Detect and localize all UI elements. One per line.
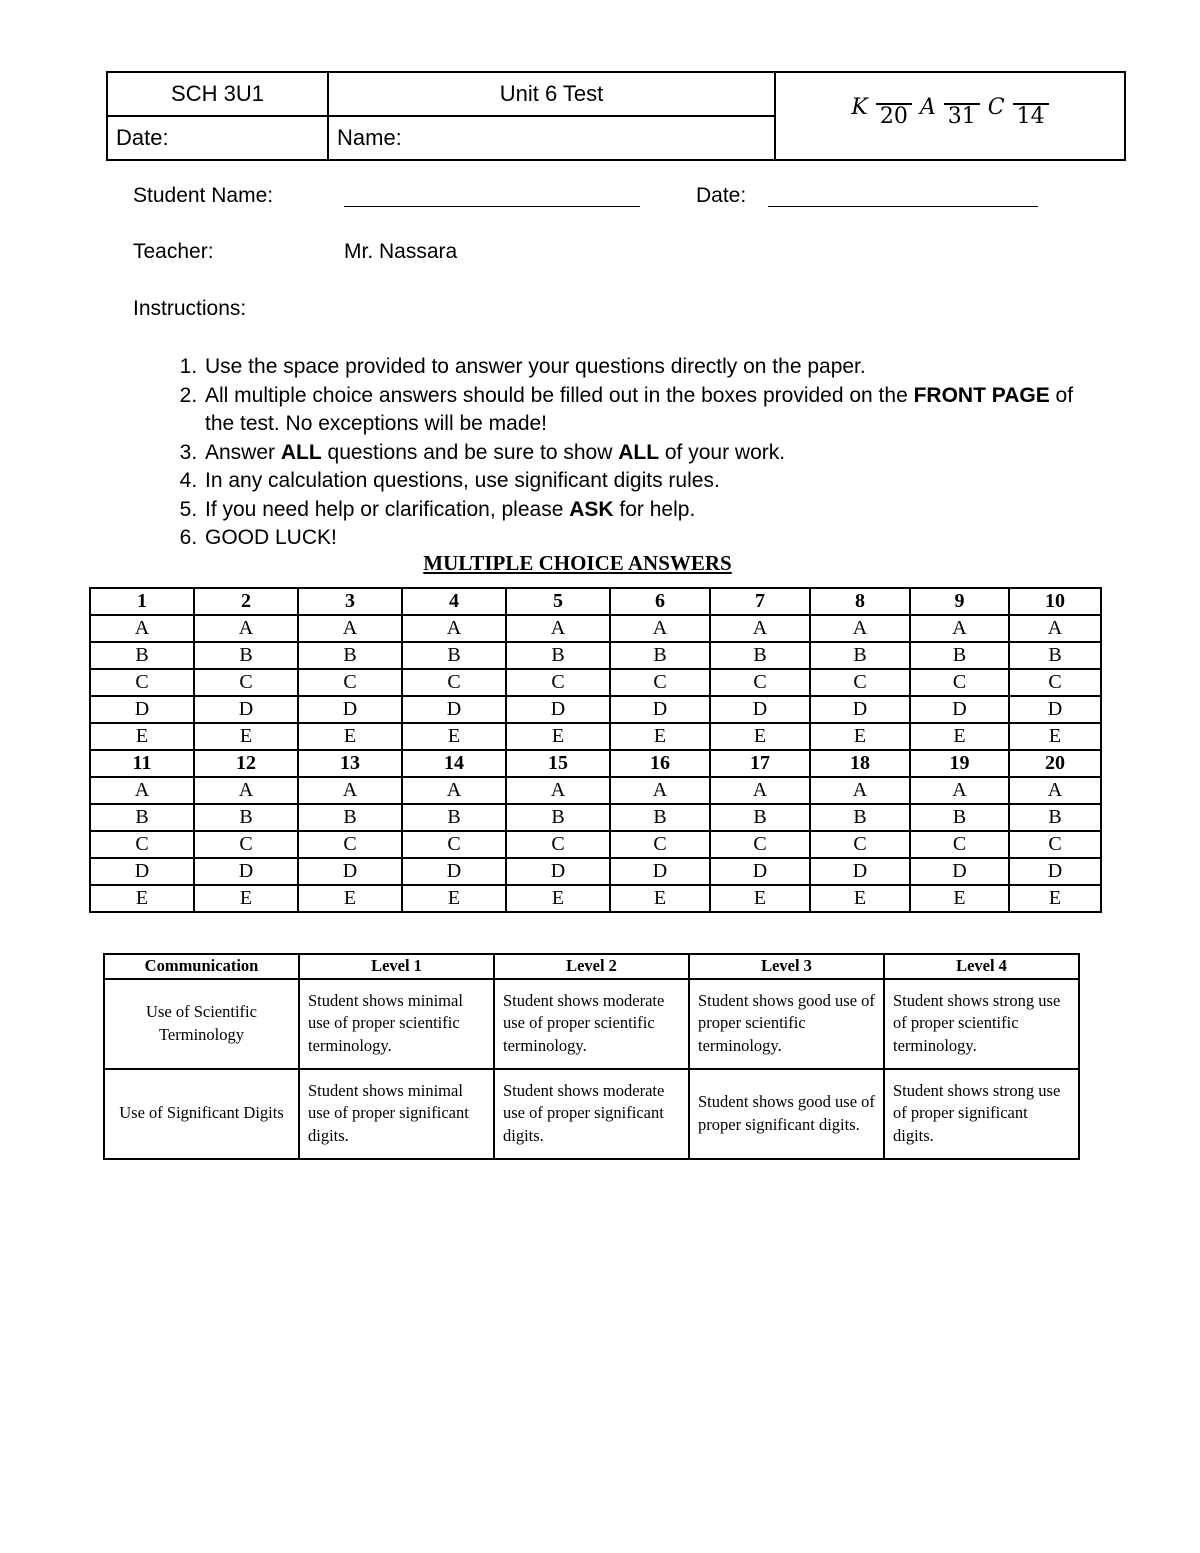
mc-question-number: 10 <box>1009 588 1101 615</box>
mc-option-a[interactable]: A <box>298 615 402 642</box>
mc-option-d[interactable]: D <box>402 858 506 885</box>
mc-option-d[interactable]: D <box>710 696 810 723</box>
instruction-item <box>203 496 1083 525</box>
mc-option-e[interactable]: E <box>710 885 810 912</box>
mc-option-d[interactable]: D <box>298 696 402 723</box>
header-table <box>106 71 1126 161</box>
instruction-text: questions and be sure to show <box>321 440 619 464</box>
mc-question-number: 7 <box>710 588 810 615</box>
mc-option-d[interactable]: D <box>810 858 910 885</box>
rubric-cell: Student shows minimal use of proper scientific terminology. <box>299 979 494 1069</box>
rubric-cell: Student shows moderate use of proper scientific terminology. <box>494 979 689 1069</box>
mc-option-e[interactable]: E <box>402 723 506 750</box>
mc-option-e[interactable]: E <box>506 723 610 750</box>
mc-question-number: 5 <box>506 588 610 615</box>
mc-option-a[interactable]: A <box>90 777 194 804</box>
instruction-text: GOOD LUCK! <box>205 526 337 549</box>
mc-option-b[interactable]: B <box>810 804 910 831</box>
mc-option-b[interactable]: B <box>710 642 810 669</box>
student-name-field[interactable] <box>344 188 640 207</box>
score-a-total: 31 <box>947 104 976 129</box>
mc-question-row <box>90 750 1101 777</box>
mc-option-e[interactable]: E <box>810 885 910 912</box>
mc-option-e[interactable]: E <box>402 885 506 912</box>
mc-option-c[interactable]: C <box>90 831 194 858</box>
mc-option-c[interactable]: C <box>402 669 506 696</box>
mc-option-c[interactable]: C <box>710 669 810 696</box>
test-title: Unit 6 Test <box>328 72 775 116</box>
mc-option-e[interactable]: E <box>194 723 298 750</box>
mc-option-e[interactable]: E <box>90 723 194 750</box>
mc-option-row <box>90 642 1101 669</box>
mc-option-c[interactable]: C <box>194 831 298 858</box>
mc-question-number: 1 <box>90 588 194 615</box>
mc-option-a[interactable]: A <box>1009 615 1101 642</box>
mc-option-d[interactable]: D <box>194 858 298 885</box>
mc-option-a[interactable]: A <box>298 777 402 804</box>
mc-question-number: 13 <box>298 750 402 777</box>
mc-question-number: 8 <box>810 588 910 615</box>
mc-option-c[interactable]: C <box>298 831 402 858</box>
mc-answer-table <box>89 587 1102 913</box>
mc-option-c[interactable]: C <box>194 669 298 696</box>
mc-option-e[interactable]: E <box>910 723 1009 750</box>
rubric-header-level-1: Level 1 <box>299 954 494 979</box>
rubric-header-level-4: Level 4 <box>884 954 1079 979</box>
mc-option-d[interactable]: D <box>506 696 610 723</box>
instruction-text: Answer <box>205 440 281 464</box>
mc-option-b[interactable]: B <box>194 642 298 669</box>
mc-option-e[interactable]: E <box>610 723 710 750</box>
mc-option-e[interactable]: E <box>298 723 402 750</box>
mc-option-b[interactable]: B <box>90 804 194 831</box>
mc-option-c[interactable]: C <box>506 831 610 858</box>
instruction-text: of the test. No exceptions will be made! <box>205 383 1074 435</box>
mc-option-b[interactable]: B <box>610 642 710 669</box>
mc-option-a[interactable]: A <box>194 777 298 804</box>
mc-option-a[interactable]: A <box>194 615 298 642</box>
mc-option-a[interactable]: A <box>1009 777 1101 804</box>
mc-option-row <box>90 885 1101 912</box>
rubric-criterion: Use of Scientific Terminology <box>104 979 299 1069</box>
mc-option-b[interactable]: B <box>506 804 610 831</box>
mc-option-e[interactable]: E <box>810 723 910 750</box>
mc-option-b[interactable]: B <box>298 804 402 831</box>
instruction-emphasis: ASK <box>569 497 614 521</box>
score-a <box>944 103 980 129</box>
mc-question-number: 6 <box>610 588 710 615</box>
mc-option-d[interactable]: D <box>90 696 194 723</box>
mc-option-row <box>90 777 1101 804</box>
info-date-label: Date: <box>696 184 747 207</box>
mc-option-d[interactable]: D <box>810 696 910 723</box>
mc-option-c[interactable]: C <box>506 669 610 696</box>
mc-option-b[interactable]: B <box>506 642 610 669</box>
date-field[interactable] <box>768 188 1038 207</box>
mc-question-number: 18 <box>810 750 910 777</box>
mc-option-b[interactable]: B <box>402 642 506 669</box>
mc-question-number: 12 <box>194 750 298 777</box>
mc-option-a[interactable]: A <box>710 777 810 804</box>
instruction-text: If you need help or clarification, please <box>205 497 570 521</box>
course-code: SCH 3U1 <box>107 72 328 116</box>
instruction-item <box>203 467 1083 496</box>
score-letter-k: K <box>851 94 868 120</box>
mc-option-a[interactable]: A <box>610 615 710 642</box>
instruction-item <box>203 439 1083 468</box>
mc-option-e[interactable]: E <box>90 885 194 912</box>
instruction-emphasis: ALL <box>618 440 660 464</box>
mc-option-e[interactable]: E <box>506 885 610 912</box>
instruction-item <box>203 524 1083 553</box>
mc-option-b[interactable]: B <box>710 804 810 831</box>
mc-option-row <box>90 858 1101 885</box>
mc-option-c[interactable]: C <box>402 831 506 858</box>
instruction-text: In any calculation questions, use significant digits rules. <box>205 469 720 492</box>
mc-option-row <box>90 831 1101 858</box>
mc-option-b[interactable]: B <box>402 804 506 831</box>
mc-option-a[interactable]: A <box>810 777 910 804</box>
mc-option-c[interactable]: C <box>298 669 402 696</box>
mc-option-a[interactable]: A <box>402 615 506 642</box>
score-k-total: 20 <box>879 104 908 129</box>
student-name-label: Student Name: <box>133 184 274 207</box>
mc-option-d[interactable]: D <box>402 696 506 723</box>
mc-option-e[interactable]: E <box>298 885 402 912</box>
rubric-cell: Student shows moderate use of proper significant digits. <box>494 1069 689 1159</box>
mc-option-c[interactable]: C <box>910 669 1009 696</box>
mc-option-d[interactable]: D <box>194 696 298 723</box>
mc-option-c[interactable]: C <box>1009 831 1101 858</box>
mc-question-number: 4 <box>402 588 506 615</box>
instruction-item <box>203 353 1083 382</box>
mc-option-c[interactable]: C <box>1009 669 1101 696</box>
mc-option-c[interactable]: C <box>910 831 1009 858</box>
mc-question-number: 2 <box>194 588 298 615</box>
mc-option-a[interactable]: A <box>402 777 506 804</box>
mc-option-c[interactable]: C <box>810 831 910 858</box>
mc-option-d[interactable]: D <box>710 858 810 885</box>
instruction-text: of your work. <box>659 440 786 464</box>
instruction-text: for help. <box>613 497 696 521</box>
score-letter-a: A <box>919 94 936 120</box>
instruction-emphasis: ALL <box>280 440 322 464</box>
rubric-cell: Student shows good use of proper significant digits. <box>689 1069 884 1159</box>
instruction-text: All multiple choice answers should be filled out in the boxes provided on the <box>205 383 914 407</box>
mc-option-d[interactable]: D <box>610 858 710 885</box>
instruction-item <box>203 382 1083 439</box>
mc-option-b[interactable]: B <box>910 804 1009 831</box>
mc-option-e[interactable]: E <box>610 885 710 912</box>
mc-option-b[interactable]: B <box>298 642 402 669</box>
mc-option-d[interactable]: D <box>910 858 1009 885</box>
mc-option-c[interactable]: C <box>710 831 810 858</box>
mc-option-d[interactable]: D <box>298 858 402 885</box>
rubric-header-communication: Communication <box>104 954 299 979</box>
mc-question-number: 11 <box>90 750 194 777</box>
mc-option-c[interactable]: C <box>810 669 910 696</box>
mc-option-a[interactable]: A <box>910 777 1009 804</box>
mc-option-b[interactable]: B <box>1009 804 1101 831</box>
mc-option-b[interactable]: B <box>810 642 910 669</box>
mc-question-number: 9 <box>910 588 1009 615</box>
rubric-cell: Student shows minimal use of proper significant digits. <box>299 1069 494 1159</box>
rubric-header-level-2: Level 2 <box>494 954 689 979</box>
mc-option-b[interactable]: B <box>910 642 1009 669</box>
teacher-name: Mr. Nassara <box>344 240 458 263</box>
mc-option-row <box>90 696 1101 723</box>
mc-question-number: 16 <box>610 750 710 777</box>
mc-question-number: 3 <box>298 588 402 615</box>
mc-option-a[interactable]: A <box>506 615 610 642</box>
mc-option-row <box>90 804 1101 831</box>
score-k <box>876 103 912 129</box>
mc-option-a[interactable]: A <box>90 615 194 642</box>
mc-option-e[interactable]: E <box>910 885 1009 912</box>
mc-option-a[interactable]: A <box>610 777 710 804</box>
mc-question-number: 19 <box>910 750 1009 777</box>
mc-option-a[interactable]: A <box>710 615 810 642</box>
mc-option-row <box>90 669 1101 696</box>
mc-option-b[interactable]: B <box>610 804 710 831</box>
rubric-cell: Student shows strong use of proper significant digits. <box>884 1069 1079 1159</box>
mc-option-b[interactable]: B <box>194 804 298 831</box>
mc-title: MULTIPLE CHOICE ANSWERS <box>423 551 732 575</box>
mc-option-e[interactable]: E <box>194 885 298 912</box>
mc-option-e[interactable]: E <box>1009 723 1101 750</box>
mc-question-number: 20 <box>1009 750 1101 777</box>
mc-option-c[interactable]: C <box>90 669 194 696</box>
mc-option-c[interactable]: C <box>610 831 710 858</box>
mc-option-a[interactable]: A <box>810 615 910 642</box>
rubric-table <box>103 953 1080 1160</box>
mc-option-c[interactable]: C <box>610 669 710 696</box>
score-fractions <box>784 94 1116 129</box>
mc-question-number: 15 <box>506 750 610 777</box>
mc-question-number: 17 <box>710 750 810 777</box>
mc-option-d[interactable]: D <box>610 696 710 723</box>
mc-option-b[interactable]: B <box>90 642 194 669</box>
mc-option-d[interactable]: D <box>90 858 194 885</box>
mc-option-e[interactable]: E <box>710 723 810 750</box>
mc-question-number: 14 <box>402 750 506 777</box>
mc-question-row <box>90 588 1101 615</box>
mc-option-a[interactable]: A <box>506 777 610 804</box>
mc-option-a[interactable]: A <box>910 615 1009 642</box>
score-c-total: 14 <box>1016 104 1045 129</box>
instruction-text: Use the space provided to answer your questions directly on the paper. <box>205 355 866 378</box>
teacher-label: Teacher: <box>133 240 214 263</box>
instructions-label: Instructions: <box>133 297 247 320</box>
mc-option-e[interactable]: E <box>1009 885 1101 912</box>
header-date-label: Date: <box>107 116 328 160</box>
rubric-cell: Student shows strong use of proper scientific terminology. <box>884 979 1079 1069</box>
header-name-label: Name: <box>328 116 775 160</box>
mc-option-d[interactable]: D <box>1009 858 1101 885</box>
score-cell <box>775 72 1125 160</box>
rubric-criterion: Use of Significant Digits <box>104 1069 299 1159</box>
instructions-list <box>163 353 1083 553</box>
mc-option-d[interactable]: D <box>1009 696 1101 723</box>
mc-option-b[interactable]: B <box>1009 642 1101 669</box>
mc-option-row <box>90 723 1101 750</box>
instruction-emphasis: FRONT PAGE <box>913 383 1050 407</box>
mc-option-d[interactable]: D <box>910 696 1009 723</box>
score-letter-c: C <box>987 94 1005 120</box>
rubric-header-level-3: Level 3 <box>689 954 884 979</box>
score-c <box>1013 103 1049 129</box>
mc-option-row <box>90 615 1101 642</box>
mc-option-d[interactable]: D <box>506 858 610 885</box>
rubric-cell: Student shows good use of proper scientific terminology. <box>689 979 884 1069</box>
